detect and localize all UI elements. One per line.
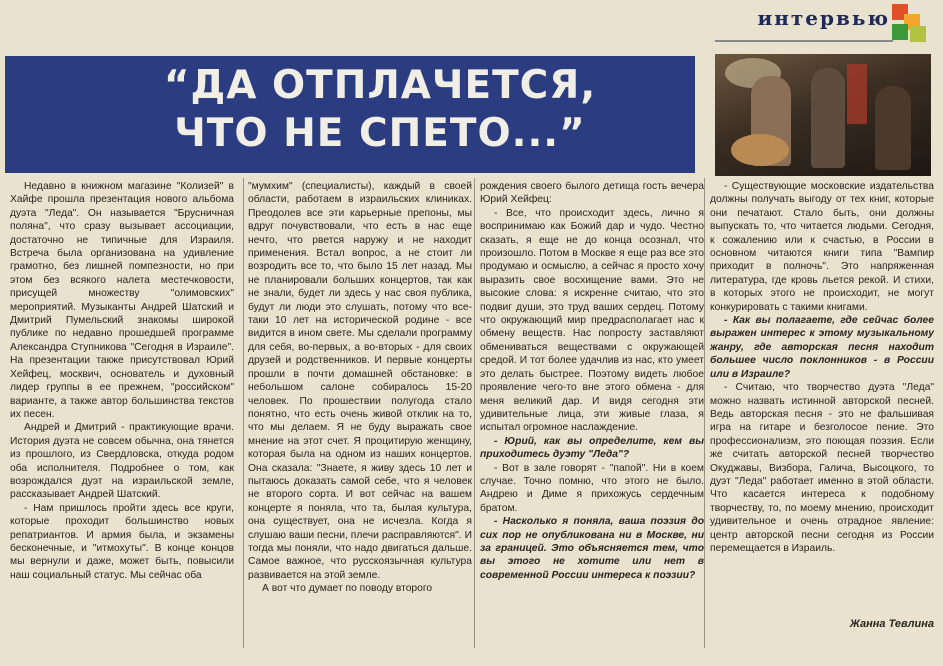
paragraph: рождения своего былого детища гость вечера Юрий Хейфец:: [480, 181, 704, 206]
headline: [120, 62, 640, 158]
headline-line-2: ЧТО НЕ СПЕТО...”: [174, 111, 586, 156]
paragraph: - Нам пришлось пройти здесь все круги, которые проходит большинство новых репатриантов. И армия была, и экзамены бесконечные, и "итмохуты". В конце концов мы вернули и даже, может быть, повысили наш социальный статус. Мы сейчас оба: [10, 502, 234, 581]
paragraph: Андрей и Дмитрий - практикующие врачи. История дуэта не совсем обычна, она тянется из прошлого, из Свердловска, откуда родом оба исполнителя. Подробнее о том, как возрождался дуэт на израильской земле, рассказывает Андрей Шатский.: [10, 422, 234, 501]
headline-line-1: “ДА ОТПЛАЧЕТСЯ,: [163, 63, 597, 108]
article-column-1: [10, 180, 234, 582]
paragraph: - Все, что происходит здесь, лично я воспринимаю как Божий дар и чудо. Честно сказать, я еще не до конца осознал, что произошло. Потом в Москве я еще раз все это продумаю и осмыслю, а сейчас я просто хочу выразить свое восхищение вами. Это не высокие слова: я искренне считаю, что это подвиг души, это труд ваших сердец. Потому что окружающий мир предрасполагает нас к обмену веществ. Нас попросту заставляют обмениваться веществами с окружающей средой. И тот более удачлив из нас, кто умеет это делать быстрее. Поэтому видеть любое проявление чего-то вне этого обмена - для меня великий дар. И видя сегодня эти удивительные лица, эти живые глаза, я испытал огромное наслаждение.: [480, 207, 704, 434]
interview-question: - Как вы полагаете, где сейчас более выражен интерес к этому музыкальному жанру, где авторская песня находит большее число поклонников - в России или в Израиле?: [710, 315, 934, 380]
photo-singer: [811, 68, 845, 168]
column-divider: [474, 178, 475, 648]
interview-answer: - Вот в зале говорят - "папой". Ни в коем случае. Точно помню, что этого не было. Андрею и Диме я прихожусь сердечным братом.: [480, 462, 704, 514]
concert-photo: [715, 54, 931, 176]
paragraph: Недавно в книжном магазине "Колизей" в Хайфе прошла презентация нового альбома дуэта "Леда". Он называется "Брусничная поляна", что сразу вызывает ассоциации, достаточно не типичные для Израиля. Встреча была организована на удивление грамотно, без лишней помпезности, но при этом без всякого налета местечковости, присущей множеству "олимовских" мероприятий. Музыканты Андрей Шатский и Дмитрий Пумельский знакомы широкой публике по недавно прошедшей программе Александра Ступникова "Сегодня в Израиле". На презентации также присутствовал Юрий Хейфец, москвич, основатель и духовный лидер группы в ее прежнем, "российском" варианте, а также автор большинства текстов их песен.: [10, 181, 234, 420]
paragraph: "мумхим" (специалисты), каждый в своей области, работаем в израильских клиниках. Преодолев все эти карьерные препоны, мы вдруг почувствовали, что есть в нас еще нечто, что рвется наружу и не находит применения. Встал вопрос, а не стоит ли возродить все то, что было 15 лет назад. Мы не планировали больших концертов, так как не знали, будет ли здесь у нас своя публика, будут ли люди это слушать, потому что все-таки 10 лет на исторической родине - все видится в ином свете. Мы сделали программу для себя, во-первых, а во-вторых - для своих друзей и родственников. И первые концерты прошли в почти домашней обстановке: в небольшом салоне собиралось 15-20 человек. По прошествии полугода стало понятно, что есть очень живой отклик на то, что мы делаем. Я не буду выражать свое мнение на этот счет. Я процитирую женщину, которая была на одном из наших концертов. Она сказала: "Знаете, я живу здесь 10 лет и пытаюсь доказать самой себе, что я человек не второго сорта. И вот сейчас на вашем концерте я поняла, что та, былая культура, она существует, она не исчезла. Когда я слушаю ваши песни, плечи расправляются". И тогда мы поняли, что надо двигаться дальше. Самое важное, что русскоязычная культура развивается на этой земле.: [248, 181, 472, 581]
author-signature: Жанна Тевлина: [849, 618, 934, 630]
article-column-4: [710, 180, 934, 555]
photo-musician: [875, 86, 911, 170]
interview-question: - Юрий, как вы определите, кем вы приходитесь дуэту "Леда"?: [480, 435, 704, 461]
photo-guitar: [731, 134, 789, 166]
column-divider: [704, 178, 705, 648]
article-column-2: [248, 180, 472, 596]
article-column-3: [480, 180, 704, 582]
rubric-underline: [715, 40, 893, 42]
interview-question: - Насколько я поняла, ваша поэзия до сих пор не опубликована ни в Москве, ни за границей. Это объясняется тем, что вы этого не хотите или нет в современной России интереса к поэзии?: [480, 516, 704, 581]
interview-answer: - Считаю, что творчество дуэта "Леда" можно назвать истинной авторской песней. Ведь авторская песня - это не фальшивая игра на гитаре и безголосое пение. Это профессионализм, это поющая поэзия. Если же считать авторской песней творчество Окуджавы, Визбора, Галича, Высоцкого, то дуэт "Леда" работает именно в этой области. Что касается интереса к подобному творчеству, то, по моему мнению, происходит удивительное и очень отрадное явление: центр авторской песни сегодня из России перемещается в Израиль.: [710, 382, 934, 554]
lime-square: [910, 26, 926, 42]
paragraph: А вот что думает по поводу второго: [262, 583, 433, 595]
paragraph: - Существующие московские издательства должны получать выгоду от тех книг, которые они печатают. Стало быть, они должны выпускать то, что читается людьми. Сегодня, к сожалению или к счастью, в России в основном читаются книги типа "Вампир приходит в полночь". Это напряженная литература, где кровь льется рекой. И стихи, в которых этого не происходит, не могут конкурировать с такими книгами.: [710, 181, 934, 313]
column-divider: [243, 178, 244, 648]
rubric-squares-logo: [888, 4, 928, 44]
rubric-label: интервью: [757, 6, 890, 30]
green-square: [892, 24, 908, 40]
photo-backdrop: [847, 64, 867, 124]
